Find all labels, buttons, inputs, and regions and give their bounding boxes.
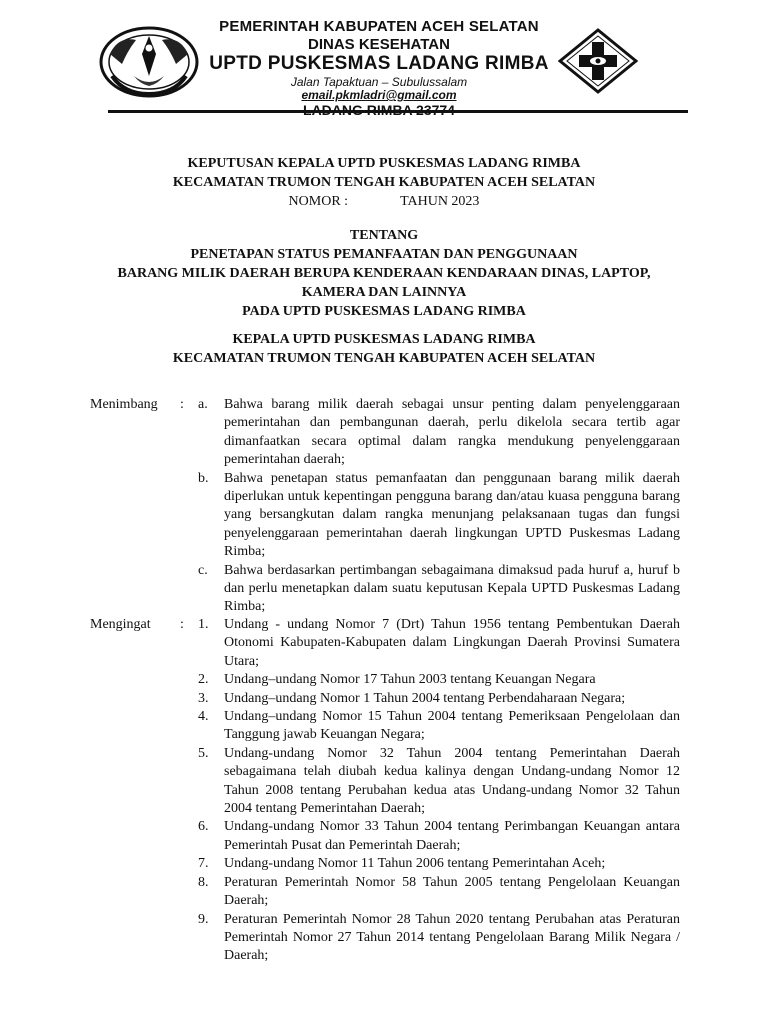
list-item-mark: 7. [198,856,209,872]
list-item-text: Peraturan Pemerintah Nomor 28 Tahun 2020 tentang Perubahan atas Peraturan Pemerintah Nomor 27 Tahun 2014 tentang Pengelolaan Barang Milik Negara / Daerah; [224,911,680,964]
list-item [90,911,680,966]
list-item [90,562,680,617]
letterhead-rule [108,110,688,113]
letterhead-text [200,18,558,118]
decree-number-line [60,192,708,211]
puskesmas-cross-emblem-icon [558,28,638,94]
mengingat-label: Mengingat [90,617,151,632]
list-item-mark: 2. [198,672,209,688]
subject-line4: PADA UPTD PUSKESMAS LADANG RIMBA [242,304,526,319]
subject-line2: BARANG MILIK DAERAH BERUPA KENDERAAN KENDARAAN DINAS, LAPTOP, [117,266,651,281]
decree-title [60,154,708,211]
list-item-mark: 8. [198,874,209,890]
authority-line2: KECAMATAN TRUMON TENGAH KABUPATEN ACEH SELATAN [172,351,596,366]
list-item-mark: 6. [198,819,209,835]
list-item-text: Undang - undang Nomor 7 (Drt) Tahun 1956 tentang Pembentukan Daerah Otonomi Kabupaten-Kabupaten dalam Lingkungan Daerah Provinsi Sumatera Utara; [224,617,680,669]
list-item-text: Undang-undang Nomor 33 Tahun 2004 tentang Perimbangan Keuangan antara Pemerintah Pusat dan Pemerintah Daerah; [224,819,680,853]
letterhead [0,0,768,120]
list-item-mark: 3. [198,690,209,706]
list-item-mark: a. [198,397,208,412]
list-item-mark: c. [198,562,208,578]
list-item [90,818,680,855]
mengingat-section [90,616,680,966]
list-item-text: Bahwa penetapan status pemanfaatan dan penggunaan barang milik daerah diperlukan untuk kepentingan pengguna barang dan/atau kuasa pengguna barang yang bersangkutan dalam rangka menunjang pelaksanaan tugas dan fungsi penyelenggaraan pemerintahan daerah lingkungan UPTD Puskesmas Ladang Rimba; [224,470,680,560]
letterhead-government: PEMERINTAH KABUPATEN ACEH SELATAN [219,18,539,35]
decree-title-line2: KECAMATAN TRUMON TENGAH KABUPATEN ACEH SELATAN [172,175,596,190]
letterhead-address: Jalan Tapaktuan – Subulussalam [290,75,468,89]
list-item-text: Undang–undang Nomor 15 Tahun 2004 tentang Pemeriksaan Pengelolaan dan Tanggung jawab Keuangan Negara; [224,709,680,743]
list-item-text: Undang–undang Nomor 1 Tahun 2004 tentang Perbendaharaan Negara; [224,690,626,706]
list-item-text: Undang–undang Nomor 17 Tahun 2003 tentang Keuangan Negara [224,672,596,688]
list-item-text: Bahwa barang milik daerah sebagai unsur penting dalam penyelenggaraan pemerintahan dan pembangunan daerah, perlu dikelola secara tertib agar dimanfaatkan secara optimal dalam rangka mendukung penyelenggaraan pemerintahan daerah; [224,397,680,468]
list-item-mark: b. [198,470,209,486]
list-item [90,708,680,745]
list-item-text: Bahwa berdasarkan pertimbangan sebagaimana dimaksud pada huruf a, huruf b dan perlu menetapkan dalam suatu keputusan Kepala UPTD Puskesmas Ladang Rimba; [224,562,680,615]
list-item [90,396,680,470]
letterhead-institution: UPTD PUSKESMAS LADANG RIMBA [209,53,549,74]
subject-line1: PENETAPAN STATUS PEMANFAATAN DAN PENGGUNAAN [190,247,578,262]
list-item [90,874,680,911]
list-item-text: Undang-undang Nomor 32 Tahun 2004 tentang Pemerintahan Daerah sebagaimana telah diubah kedua kalinya dengan Undang-undang Nomor 12 Tahun 2008 tentang Perubahan kedua atas Undang-undang Nomor 32 Tahun 2004 tentang Pemerintahan Daerah; [224,745,680,817]
letterhead-department: DINAS KESEHATAN [308,36,450,53]
list-item [90,470,680,562]
list-item-mark: 1. [198,617,209,632]
decree-title-line1: KEPUTUSAN KEPALA UPTD PUSKESMAS LADANG RIMBA [187,156,581,171]
decree-number-label: NOMOR : [288,194,349,209]
mengingat-colon: : [180,617,184,632]
authority-line1: KEPALA UPTD PUSKESMAS LADANG RIMBA [232,332,536,347]
list-item-text: Peraturan Pemerintah Nomor 58 Tahun 2005 tentang Pengelolaan Keuangan Daerah; [224,874,680,909]
decree-authority [60,330,708,368]
menimbang-section [90,396,680,617]
subject-about: TENTANG [349,228,419,243]
list-item [90,671,680,689]
list-item [90,616,680,671]
menimbang-colon: : [180,397,184,412]
list-item [90,745,680,819]
list-item [90,690,680,708]
subject-line3: KAMERA DAN LAINNYA [301,285,467,300]
list-item-text: Undang-undang Nomor 11 Tahun 2006 tentang Pemerintahan Aceh; [224,856,606,872]
list-item-mark: 4. [198,709,209,725]
decree-subject [60,226,708,321]
list-item-mark: 5. [198,745,209,761]
list-item [90,855,680,873]
decree-year-label: TAHUN 2023 [400,194,480,209]
list-item-mark: 9. [198,911,209,927]
letterhead-email[interactable]: email.pkmladri@gmail.com [301,88,457,102]
aceh-selatan-regency-emblem-icon [98,24,200,100]
menimbang-label: Menimbang [90,397,158,412]
